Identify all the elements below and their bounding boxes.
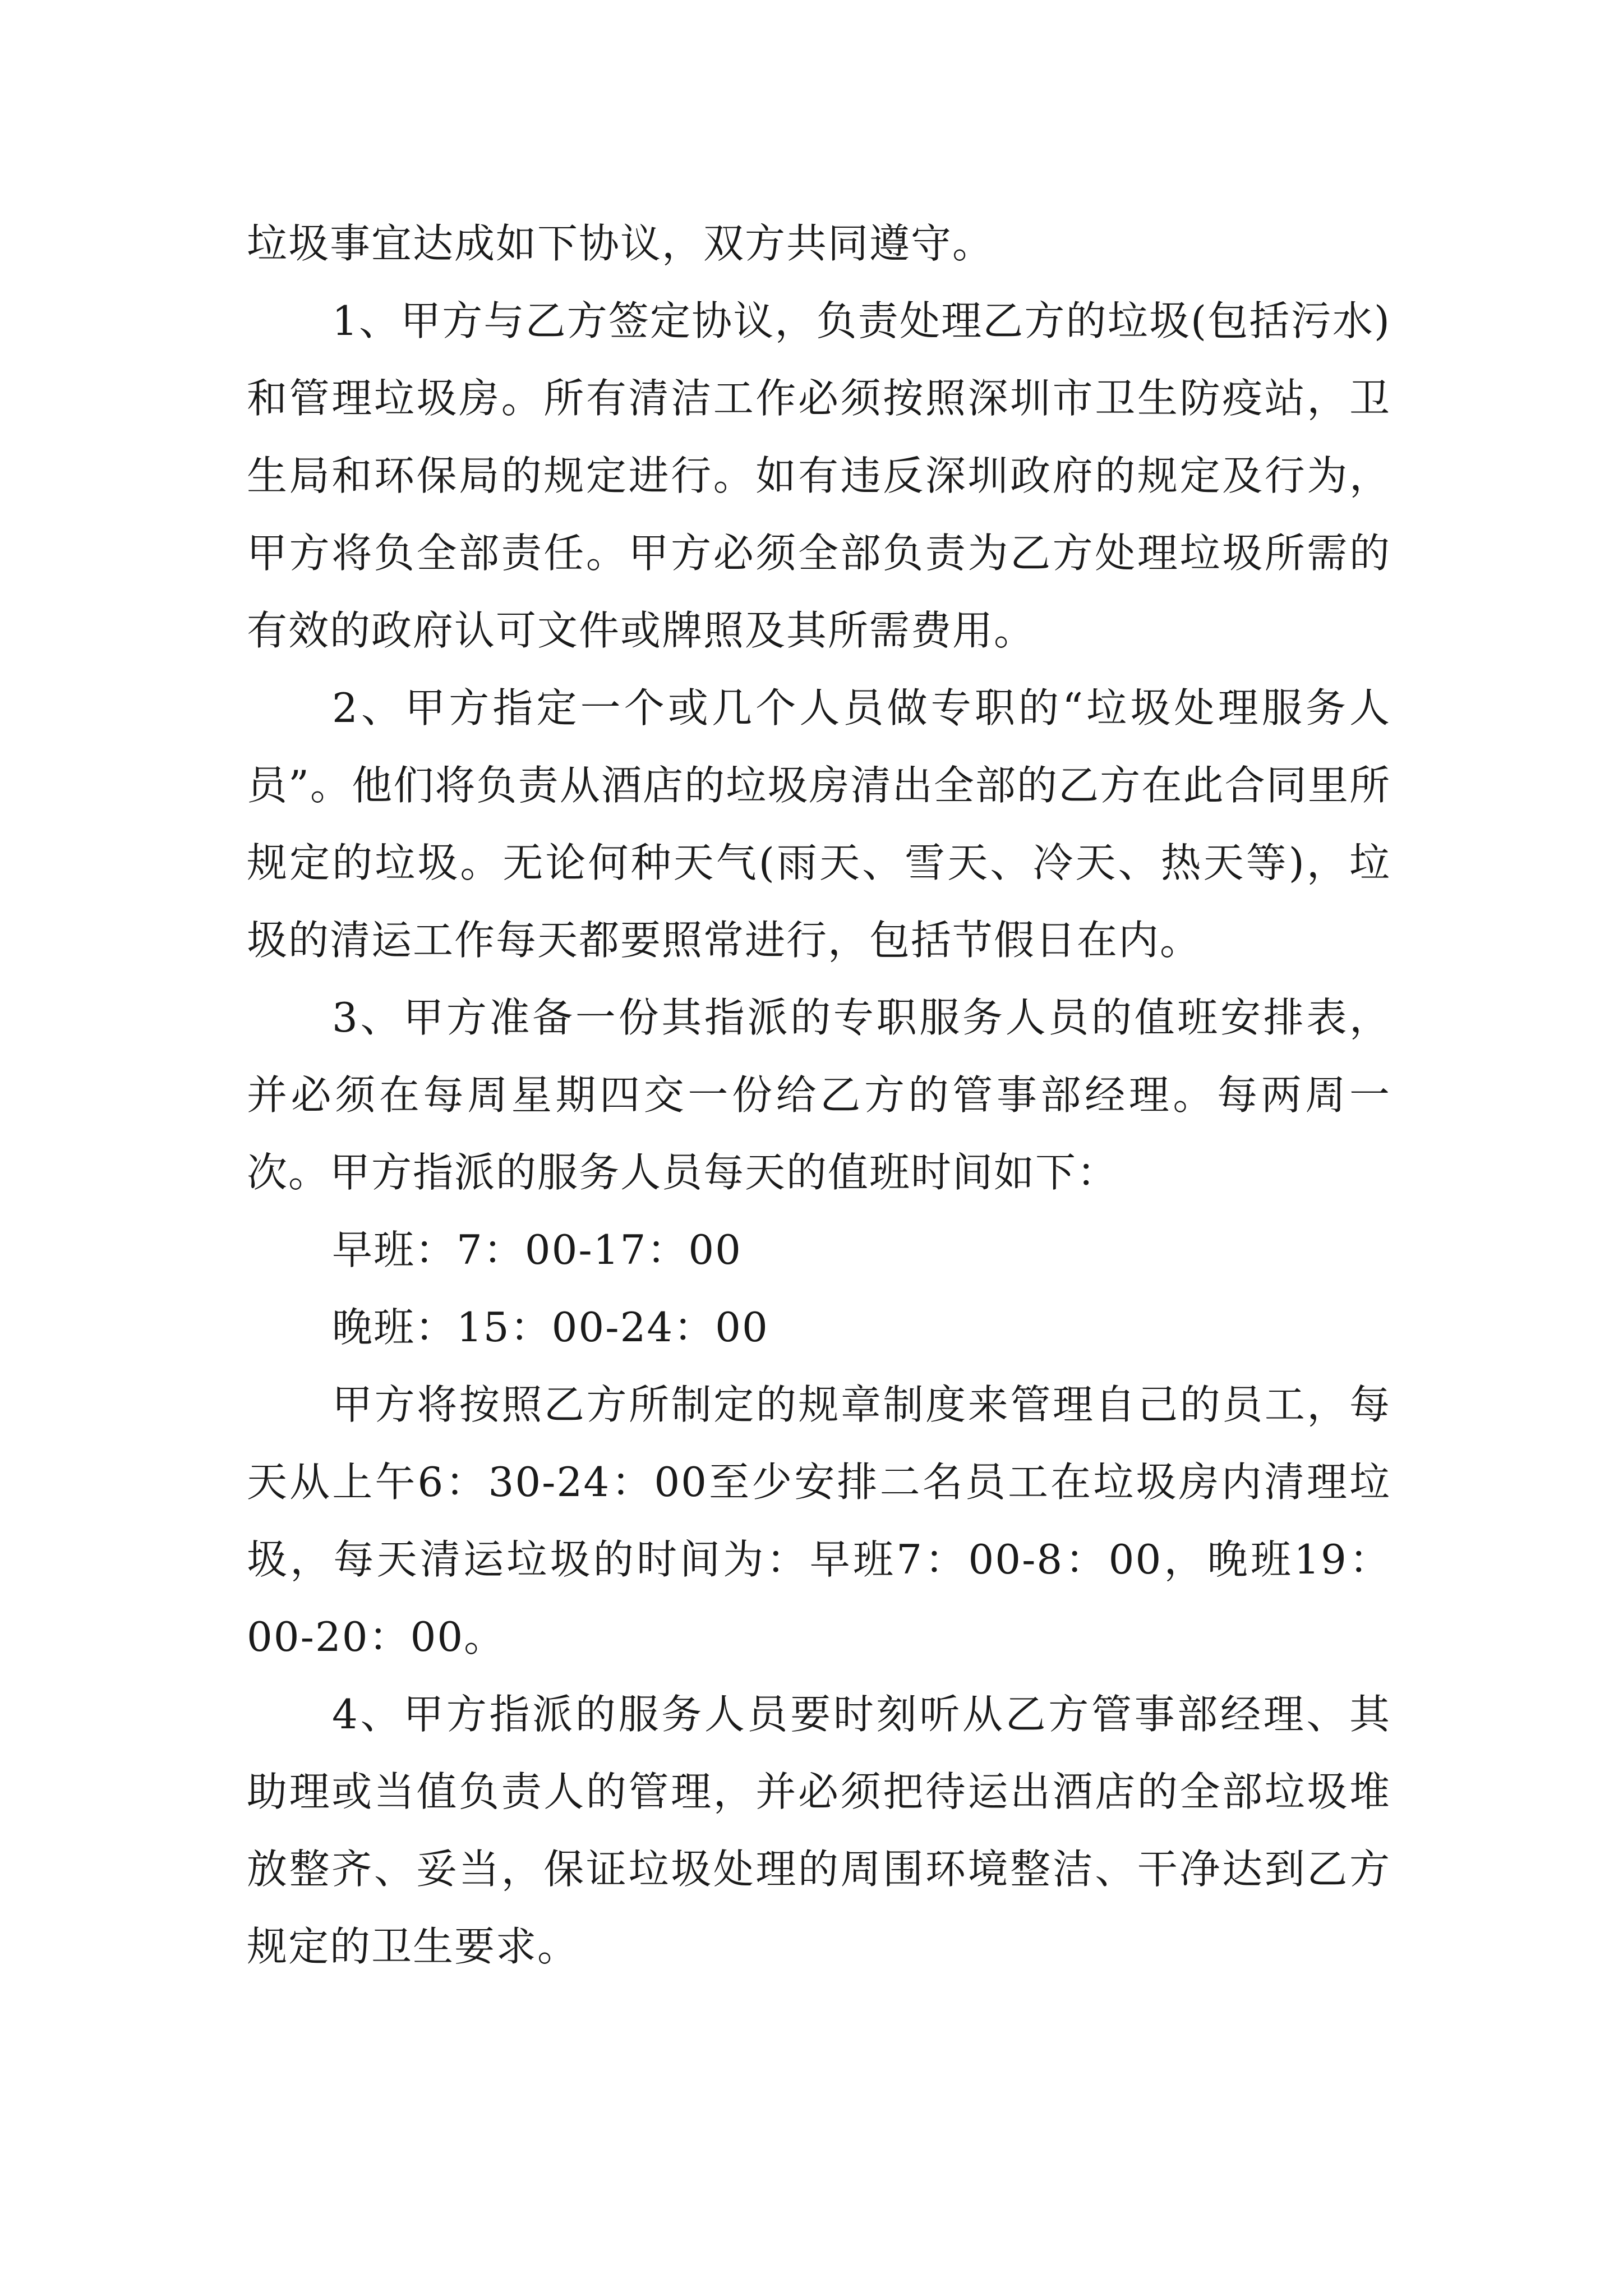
paragraph-intro: 垃圾事宜达成如下协议，双方共同遵守。 bbox=[247, 220, 994, 267]
paragraph-clause-2: 2、甲方指定一个或几个人员做专职的“垃圾处理服务人员”。他们将负责从酒店的垃圾房清出全部的乙方在此合同里所规定的垃圾。无论何种天气(雨天、雪天、冷天、热天等)，垃圾的清运工作每天都要照常进行，包括节假日在内。 bbox=[247, 684, 1391, 964]
paragraph-clause-1: 1、甲方与乙方签定协议，负责处理乙方的垃圾(包括污水)和管理垃圾房。所有清洁工作必须按照深圳市卫生防疫站，卫生局和环保局的规定进行。如有违反深圳政府的规定及行为，甲方将负全部责任。甲方必须全部负责为乙方处理垃圾所需的有效的政府认可文件或牌照及其所需费用。 bbox=[247, 297, 1391, 654]
document-body bbox=[247, 205, 1391, 1985]
paragraph-evening-shift: 晚班：15：00-24：00 bbox=[332, 1304, 769, 1351]
paragraph-clause-4: 4、甲方指派的服务人员要时刻听从乙方管事部经理、其助理或当值负责人的管理，并必须把待运出酒店的全部垃圾堆放整齐、妥当，保证垃圾处理的周围环境整洁、干净达到乙方规定的卫生要求。 bbox=[247, 1691, 1391, 1970]
paragraph-clause-3: 3、甲方准备一份其指派的专职服务人员的值班安排表，并必须在每周星期四交一份给乙方的管事部经理。每两周一次。甲方指派的服务人员每天的值班时间如下： bbox=[247, 994, 1391, 1196]
paragraph-staff-management: 甲方将按照乙方所制定的规章制度来管理自己的员工，每天从上午6：30-24：00至少安排二名员工在垃圾房内清理垃圾，每天清运垃圾的时间为：早班7：00-8：00，晚班19：00-20：00。 bbox=[247, 1381, 1391, 1660]
paragraph-morning-shift: 早班：7：00-17：00 bbox=[332, 1226, 742, 1273]
